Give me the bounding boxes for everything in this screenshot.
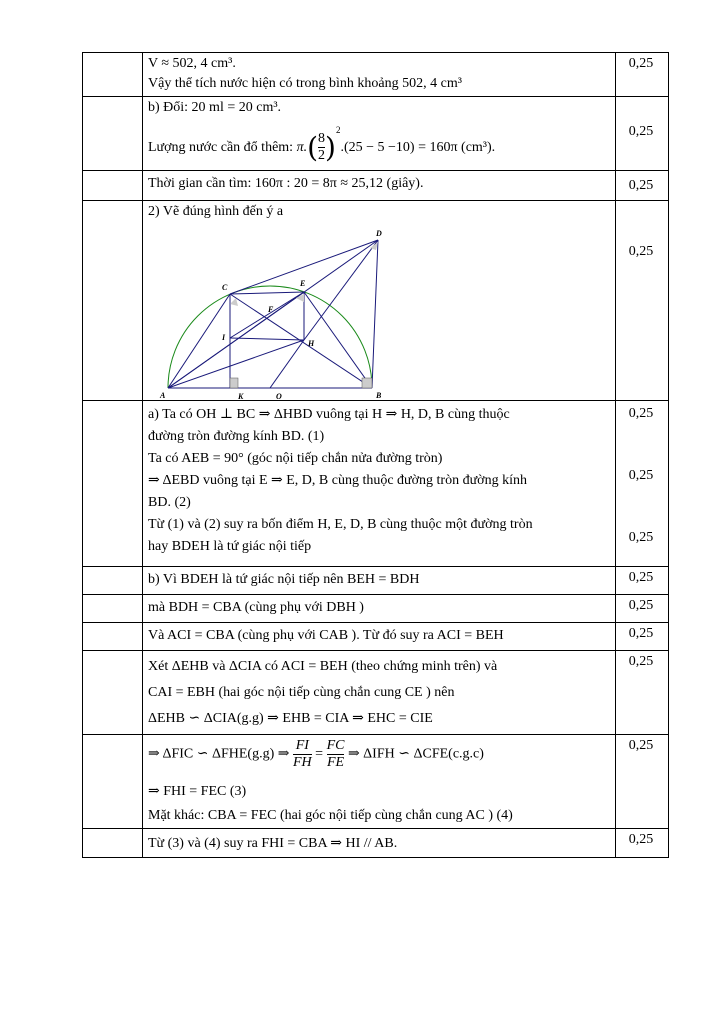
score-cell: 0,25	[628, 178, 654, 193]
text-line: ΔEHB ∽ ΔCIA(g.g) ⇒ EHB = CIA ⇒ EHC = CIE	[148, 711, 433, 726]
score-cell: 0,25	[628, 626, 654, 641]
text-line: Xét ΔEHB và ΔCIA có ACI = BEH (theo chứng minh trên) và	[148, 659, 498, 674]
text-segment: =	[315, 746, 324, 762]
text-line: Vậy thể tích nước hiện có trong bình khoảng 502, 4 cm³	[148, 76, 462, 91]
point-label-i: I	[222, 333, 226, 342]
score-cell: 0,25	[628, 570, 654, 585]
text-line: ⇒ ΔEBD vuông tại E ⇒ E, D, B cùng thuộc đường tròn đường kính	[148, 473, 527, 488]
formula-line	[148, 738, 608, 776]
text-line: BD. (2)	[148, 495, 191, 510]
table-row	[82, 170, 668, 201]
exponent: 2	[335, 125, 341, 135]
point-label-k: K	[238, 392, 244, 400]
point-label-b: B	[376, 391, 382, 400]
numerator: 8	[318, 131, 326, 147]
paren-left: (	[307, 130, 319, 164]
text-segment: π.	[296, 140, 308, 155]
point-label-f: F	[268, 305, 274, 314]
text-line: V ≈ 502, 4 cm³.	[148, 56, 236, 71]
table-row	[82, 828, 668, 858]
table-right-border	[668, 52, 669, 858]
row-content: 2) Vẽ đúng hình đến ý a	[148, 204, 284, 219]
denominator: 2	[318, 148, 326, 164]
text-segment: Lượng nước cần đổ thêm:	[148, 140, 294, 155]
score-cell: 0,25	[628, 468, 654, 483]
point-label-d: D	[376, 229, 382, 238]
point-label-e: E	[300, 279, 306, 288]
row-content: Và ACI = CBA (cùng phụ với CAB ). Từ đó suy ra ACI = BEH	[148, 628, 504, 643]
text-line: b) Đổi: 20 ml = 20 cm³.	[148, 100, 282, 115]
text-line: Mặt khác: CBA = FEC (hai góc nội tiếp cùng chắn cung AC ) (4)	[148, 808, 513, 823]
text-segment: .(25 − 5 −10) = 160π (cm³).	[340, 140, 496, 155]
point-label-a: A	[160, 391, 166, 400]
row-content: Thời gian cần tìm: 160π : 20 = 8π ≈ 25,12 (giây).	[148, 176, 424, 191]
score-cell: 0,25	[628, 654, 654, 669]
table-row	[82, 650, 668, 735]
score-cell: 0,25	[628, 124, 654, 139]
score-cell: 0,25	[628, 406, 654, 421]
table-row	[82, 52, 668, 97]
denominator: FE	[326, 755, 345, 770]
score-cell: 0,25	[628, 832, 654, 847]
table-row	[82, 96, 668, 171]
paren-right: )	[325, 130, 336, 164]
text-segment: ⇒ ΔIFH ∽ ΔCFE(c.g.c)	[347, 746, 484, 762]
row-content: b) Vì BDEH là tứ giác nội tiếp nên BEH = BDH	[148, 572, 420, 587]
row-content	[148, 98, 608, 164]
angle-mark	[230, 298, 238, 306]
text-line: Ta có AEB = 90° (góc nội tiếp chắn nửa đường tròn)	[148, 451, 443, 466]
point-label-o: O	[276, 392, 282, 400]
table-row	[82, 400, 668, 567]
right-angle-mark	[230, 378, 238, 388]
text-line: CAI = EBH (hai góc nội tiếp cùng chắn cung CE ) nên	[148, 685, 455, 700]
fraction	[293, 738, 312, 771]
table-row	[82, 200, 668, 401]
row-content: Từ (3) và (4) suy ra FHI = CBA ⇒ HI // AB.	[148, 836, 398, 851]
row-content	[148, 738, 608, 828]
score-cell: 0,25	[628, 738, 654, 753]
text-line: đường tròn đường kính BD. (1)	[148, 429, 325, 444]
text-line: Từ (1) và (2) suy ra bốn điểm H, E, D, B cùng thuộc một đường tròn	[148, 517, 533, 532]
formula-line	[148, 120, 608, 164]
row-content: mà BDH = CBA (cùng phụ với DBH )	[148, 600, 364, 615]
text-line: ⇒ FHI = FEC (3)	[148, 784, 247, 799]
score-cell: 0,25	[628, 56, 654, 71]
fraction	[318, 131, 325, 164]
right-angle-mark	[362, 378, 372, 388]
table-row	[82, 734, 668, 829]
text-line: hay BDEH là tứ giác nội tiếp	[148, 539, 312, 554]
table-row	[82, 594, 668, 623]
numerator: FI	[293, 738, 312, 755]
text-line: a) Ta có OH ⊥ BC ⇒ ΔHBD vuông tại H ⇒ H, D, B cùng thuộc	[148, 407, 510, 422]
semicircle	[168, 286, 372, 388]
point-label-c: C	[222, 283, 228, 292]
fraction	[327, 738, 345, 771]
numerator: FC	[326, 738, 345, 753]
row-content	[148, 54, 608, 94]
score-cell: 0,25	[628, 244, 654, 259]
score-cell: 0,25	[628, 598, 654, 613]
row-content	[148, 654, 608, 732]
point-label-h: H	[308, 339, 315, 348]
table-row	[82, 566, 668, 595]
denominator: FH	[292, 755, 312, 770]
score-cell: 0,25	[628, 530, 654, 545]
geometry-figure	[158, 228, 398, 400]
text-segment: ⇒ ΔFIC ∽ ΔFHE(g.g) ⇒	[148, 746, 290, 762]
row-content	[148, 404, 608, 558]
table-row	[82, 622, 668, 651]
